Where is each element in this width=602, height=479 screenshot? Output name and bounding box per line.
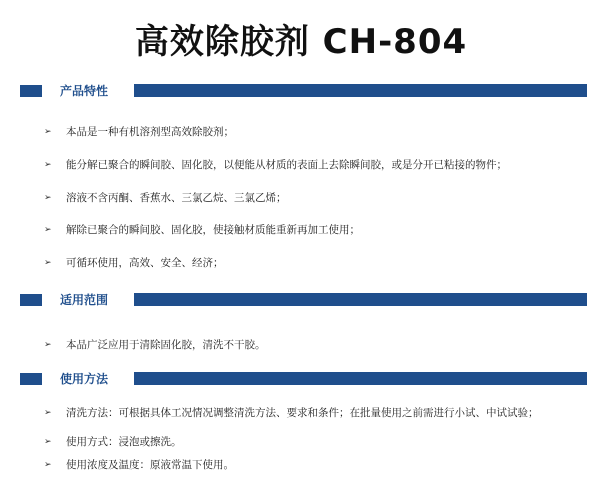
- section-header-features: [0, 82, 602, 102]
- list-item-text: 本品广泛应用于清除固化胶，清洗不干胶。: [66, 339, 266, 351]
- list-item-text: 使用浓度及温度：原液常温下使用。: [66, 459, 234, 471]
- section-divider-bar: [134, 372, 587, 385]
- list-item: [44, 255, 594, 271]
- section-heading: 适用范围: [60, 293, 109, 307]
- list-item-text: 溶液不含丙酮、香蕉水、三氯乙烷、三氯乙烯；: [66, 192, 287, 204]
- list-item-text: 清洗方法：可根据具体工况情况调整清洗方法、要求和条件；在批量使用之前需进行小试、中试试验；: [66, 407, 539, 419]
- list-item-text: 可循环使用，高效、安全、经济；: [66, 257, 224, 269]
- arrow-bullet-icon: ➢: [44, 408, 52, 418]
- list-item: [44, 157, 594, 173]
- section-marker: [20, 294, 42, 306]
- section-heading: 产品特性: [60, 84, 109, 98]
- section-marker: [20, 373, 42, 385]
- arrow-bullet-icon: ➢: [44, 225, 52, 235]
- arrow-bullet-icon: ➢: [44, 160, 52, 170]
- arrow-bullet-icon: ➢: [44, 340, 52, 350]
- section-header-scope: [0, 291, 602, 311]
- section-divider-bar: [134, 84, 587, 97]
- list-item: [44, 124, 594, 140]
- list-item-text: 本品是一种有机溶剂型高效除胶剂；: [66, 126, 234, 138]
- arrow-bullet-icon: ➢: [44, 193, 52, 203]
- arrow-bullet-icon: ➢: [44, 127, 52, 137]
- list-item: [44, 190, 594, 206]
- arrow-bullet-icon: ➢: [44, 258, 52, 268]
- arrow-bullet-icon: ➢: [44, 460, 52, 470]
- arrow-bullet-icon: ➢: [44, 437, 52, 447]
- list-item: [44, 457, 594, 473]
- list-item: [44, 337, 594, 353]
- list-item-text: 能分解已聚合的瞬间胶、固化胶，以便能从材质的表面上去除瞬间胶，或是分开已粘接的物件；: [66, 159, 507, 171]
- list-item-text: 使用方式：浸泡或擦洗。: [66, 436, 182, 448]
- section-marker: [20, 85, 42, 97]
- section-heading: 使用方法: [60, 372, 109, 386]
- section-header-usage: [0, 370, 602, 390]
- list-item-text: 解除已聚合的瞬间胶、固化胶，使接触材质能重新再加工使用；: [66, 224, 360, 236]
- list-item: [44, 434, 594, 450]
- document-title: 高效除胶剂 CH-804: [134, 22, 468, 62]
- list-item: [44, 222, 594, 238]
- list-item: [44, 405, 594, 421]
- section-divider-bar: [134, 293, 587, 306]
